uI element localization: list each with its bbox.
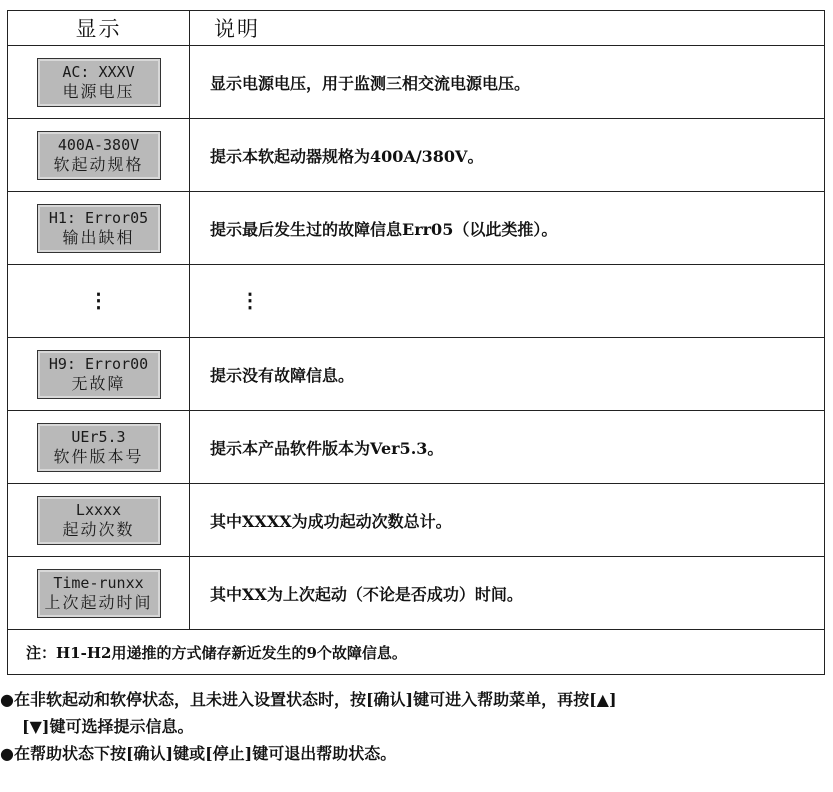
- display-cell: [8, 46, 190, 119]
- display-cell: [8, 557, 190, 630]
- lcd-display: [37, 58, 161, 107]
- lcd-display: [37, 423, 161, 472]
- header-display: 显示: [8, 11, 190, 46]
- lcd-line1: H1: Error05: [48, 208, 149, 227]
- lcd-line2: 输出缺相: [62, 227, 135, 247]
- bullet-item-2: ●在帮助状态下按[确认]键或[停止]键可退出帮助状态。: [0, 744, 397, 763]
- table-row: [8, 338, 825, 411]
- description-cell: 其中XX为上次起动（不论是否成功）时间。: [190, 557, 825, 630]
- table-row: [8, 557, 825, 630]
- lcd-line1: 400A-380V: [57, 135, 140, 154]
- lcd-display: [37, 496, 161, 545]
- description-cell: 其中XXXX为成功起动次数总计。: [190, 484, 825, 557]
- display-cell: [8, 338, 190, 411]
- lcd-line1: AC: XXXV: [62, 62, 135, 81]
- table-row: [8, 484, 825, 557]
- display-cell: [8, 192, 190, 265]
- description-cell: 提示本产品软件版本为Ver5.3。: [190, 411, 825, 484]
- lcd-display: [37, 350, 161, 399]
- lcd-line2: 软件版本号: [53, 446, 144, 466]
- bullet-item-1-line2: [▼]键可选择提示信息。: [22, 717, 194, 736]
- description-cell: 提示没有故障信息。: [190, 338, 825, 411]
- description-cell: 显示电源电压，用于监测三相交流电源电压。: [190, 46, 825, 119]
- lcd-line2: 起动次数: [62, 519, 135, 539]
- table-note-row: [8, 630, 825, 675]
- lcd-display: [37, 204, 161, 253]
- vertical-ellipsis-icon: ⋮: [240, 287, 260, 312]
- lcd-display: [37, 131, 161, 180]
- table-row: [8, 411, 825, 484]
- description-cell: 提示本软起动器规格为400A/380V。: [190, 119, 825, 192]
- lcd-line2: 电源电压: [62, 81, 135, 101]
- display-cell: [8, 119, 190, 192]
- lcd-line2: 上次起动时间: [44, 592, 153, 612]
- lcd-display: [37, 569, 161, 618]
- table-row: [8, 192, 825, 265]
- lcd-line1: Lxxxx: [75, 500, 122, 519]
- lcd-line1: UEr5.3: [71, 427, 126, 446]
- help-instructions: [0, 686, 833, 767]
- vertical-ellipsis-icon: ⋮: [88, 287, 109, 312]
- help-display-table: [7, 10, 825, 675]
- display-cell: [8, 484, 190, 557]
- ellipsis-description-cell: [190, 265, 825, 338]
- table-row: [8, 46, 825, 119]
- bullet-item-1-line1: ●在非软起动和软停状态，且未进入设置状态时，按[确认]键可进入帮助菜单，再按[▲]: [0, 690, 617, 709]
- lcd-line2: 软起动规格: [53, 154, 144, 174]
- lcd-line1: Time-runxx: [53, 573, 144, 592]
- table-header-row: [8, 11, 825, 46]
- description-cell: 提示最后发生过的故障信息Err05（以此类推）。: [190, 192, 825, 265]
- ellipsis-row: [8, 265, 825, 338]
- table-note: 注：H1-H2用递推的方式储存新近发生的9个故障信息。: [8, 630, 825, 675]
- ellipsis-display-cell: [8, 265, 190, 338]
- header-description: 说明: [190, 11, 825, 46]
- table-row: [8, 119, 825, 192]
- lcd-line2: 无故障: [71, 373, 126, 393]
- display-cell: [8, 411, 190, 484]
- lcd-line1: H9: Error00: [48, 354, 149, 373]
